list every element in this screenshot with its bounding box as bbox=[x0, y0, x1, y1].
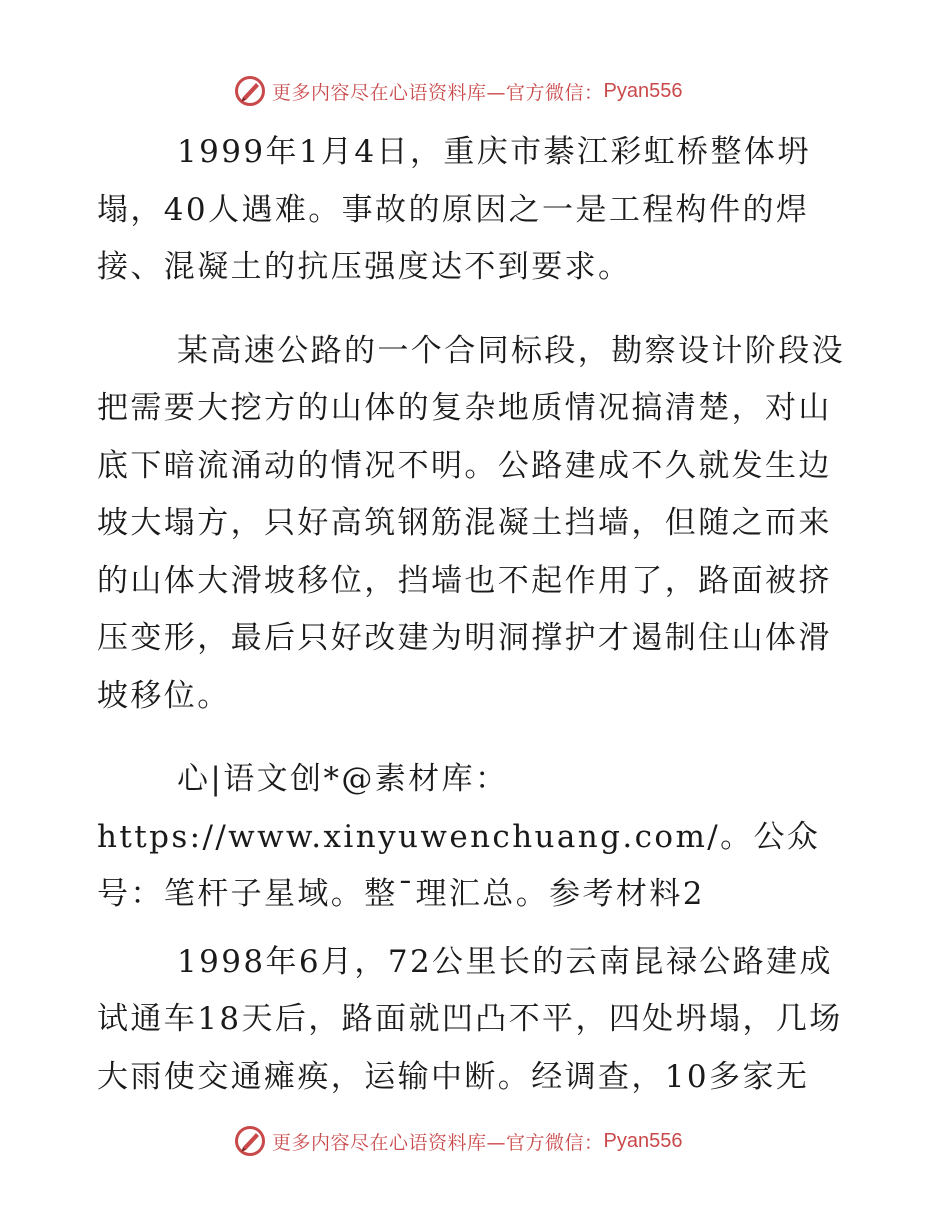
watermark-wechat-id: Pyan556 bbox=[603, 1129, 683, 1152]
document-body bbox=[97, 124, 857, 1132]
watermark-wechat-id: Pyan556 bbox=[603, 79, 683, 102]
paragraph-1: 1999年1月4日，重庆市綦江彩虹桥整体坍塌，40人遇难。事故的原因之一是工程构件的焊接、混凝土的抗压强度达不到要求。 bbox=[97, 134, 811, 285]
watermark-text: 更多内容尽在心语资料库—官方微信： bbox=[272, 81, 604, 104]
brand-logo-icon bbox=[234, 75, 266, 107]
watermark-banner-top bbox=[234, 74, 682, 108]
brand-logo-icon bbox=[234, 1125, 266, 1157]
watermark-text: 更多内容尽在心语资料库—官方微信： bbox=[272, 1131, 604, 1154]
paragraph-2: 某高速公路的一个合同标段，勘察设计阶段没把需要大挖方的山体的复杂地质情况搞清楚，对山底下暗流涌动的情况不明。公路建成不久就发生边坡大塌方，只好高筑钢筋混凝土挡墙，但随之而来的山体大滑坡移位，挡墙也不起作用了，路面被挤压变形，最后只好改建为明洞撑护才遏制住山体滑坡移位。 bbox=[97, 332, 845, 714]
watermark-banner-bottom bbox=[234, 1124, 682, 1158]
paragraph-4: 1998年6月，72公里长的云南昆禄公路建成试通车18天后，路面就凹凸不平，四处坍塌，几场大雨使交通瘫痪，运输中断。经调查，10多家无 bbox=[97, 943, 843, 1095]
paragraph-3: 心|语文创*@素材库：https://www.xinyuwenchuang.com/。公众号：笔杆子星域。整¯理汇总。参考材料2 bbox=[97, 761, 821, 912]
